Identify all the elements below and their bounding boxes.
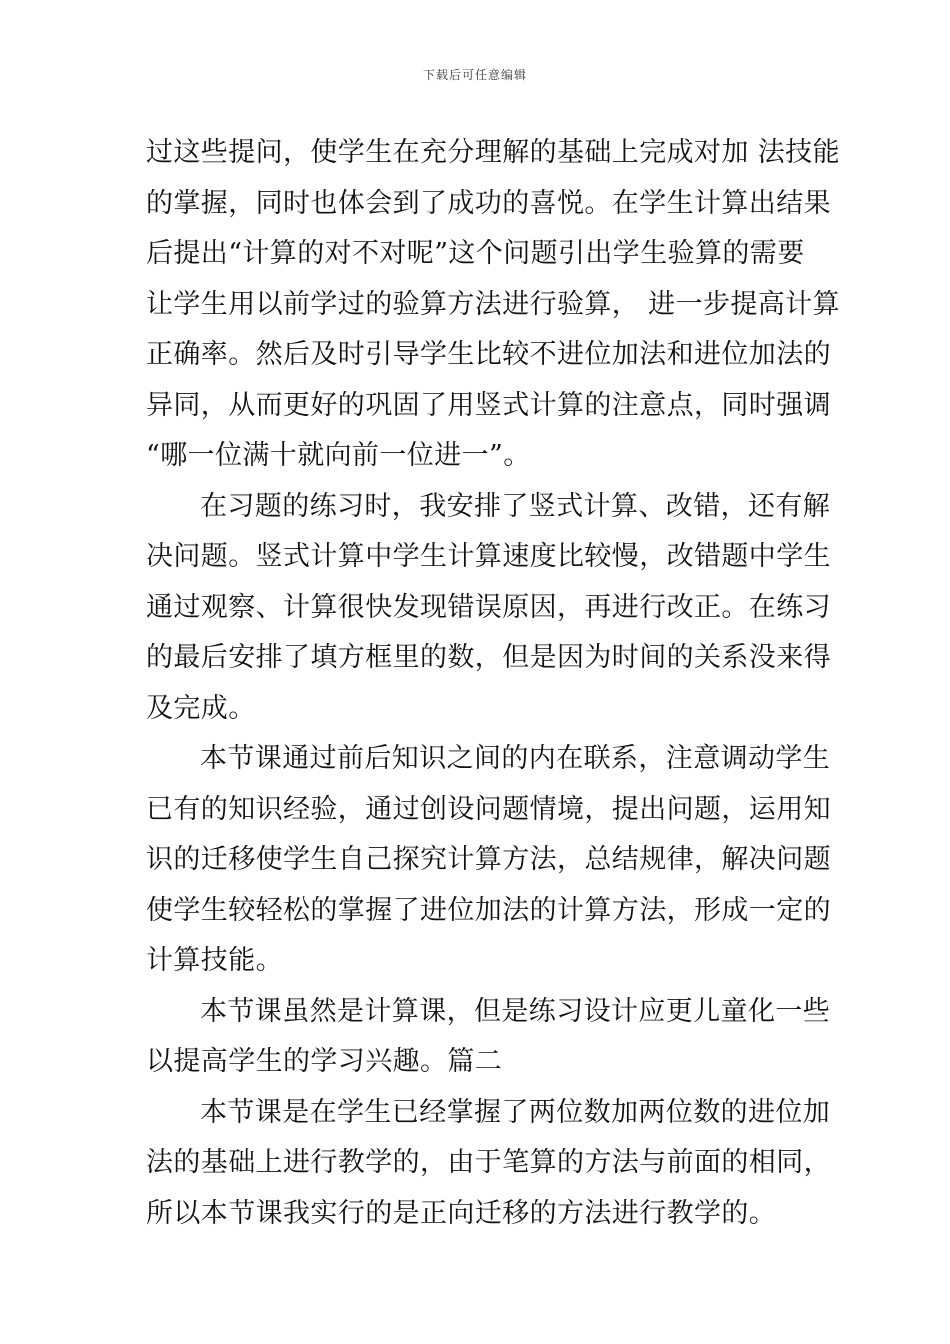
text-line: 及完成。: [146, 692, 256, 724]
text-line: 识的迁移使学生自己探究计算方法，总结规律，解决问题: [146, 844, 831, 875]
paragraph-first-line: 本节课通过前后知识之间的内在联系，注意调动学生: [200, 743, 831, 774]
text-line: 后提出“计算的对不对呢”这个问题引出学生验算的需要: [146, 238, 805, 269]
text-line: 使学生较轻松的掌握了进位加法的计算方法，形成一定的: [146, 894, 831, 926]
text-line: 让学生用以前学过的验算方法进行验算， 进一步提高计算: [146, 288, 840, 320]
text-line: 以提高学生的学习兴趣。篇二: [146, 1046, 503, 1077]
text-line: 计算技能。: [146, 945, 283, 976]
text-line: 异同，从而更好的巩固了用竖式计算的注意点，同时强调: [146, 389, 831, 421]
paragraph-first-line: 本节课虽然是计算课，但是练习设计应更儿童化一些: [200, 995, 831, 1027]
paragraph-first-line: 在习题的练习时，我安排了竖式计算、改错，还有解: [200, 490, 831, 522]
page-header: 下载后可任意编辑: [422, 68, 527, 82]
body-text: [146, 128, 840, 1239]
text-line: 法的基础上进行教学的，由于笔算的方法与前面的相同，: [146, 1147, 831, 1178]
text-line: 已有的知识经验，通过创设问题情境，提出问题，运用知: [146, 793, 831, 825]
text-line: 正确率。然后及时引导学生比较不进位加法和进位加法的: [146, 339, 831, 370]
text-line: 所以本节课我实行的是正向迁移的方法进行教学的。: [146, 1197, 777, 1229]
text-line: 过这些提问，使学生在充分理解的基础上完成对加 法技能: [146, 137, 840, 168]
text-line: “哪一位满十就向前一位进一”。: [146, 440, 531, 471]
text-line: 的最后安排了填方框里的数，但是因为时间的关系没来得: [146, 642, 831, 673]
paragraph-first-line: 本节课是在学生已经掌握了两位数加两位数的进位加: [200, 1096, 831, 1128]
text-line: 通过观察、计算很快发现错误原因，再进行改正。在练习: [146, 591, 831, 623]
text-line: 决问题。竖式计算中学生计算速度比较慢，改错题中学生: [146, 541, 831, 572]
text-line: 的掌握，同时也体会到了成功的喜悦。在学生计算出结果: [146, 187, 831, 219]
